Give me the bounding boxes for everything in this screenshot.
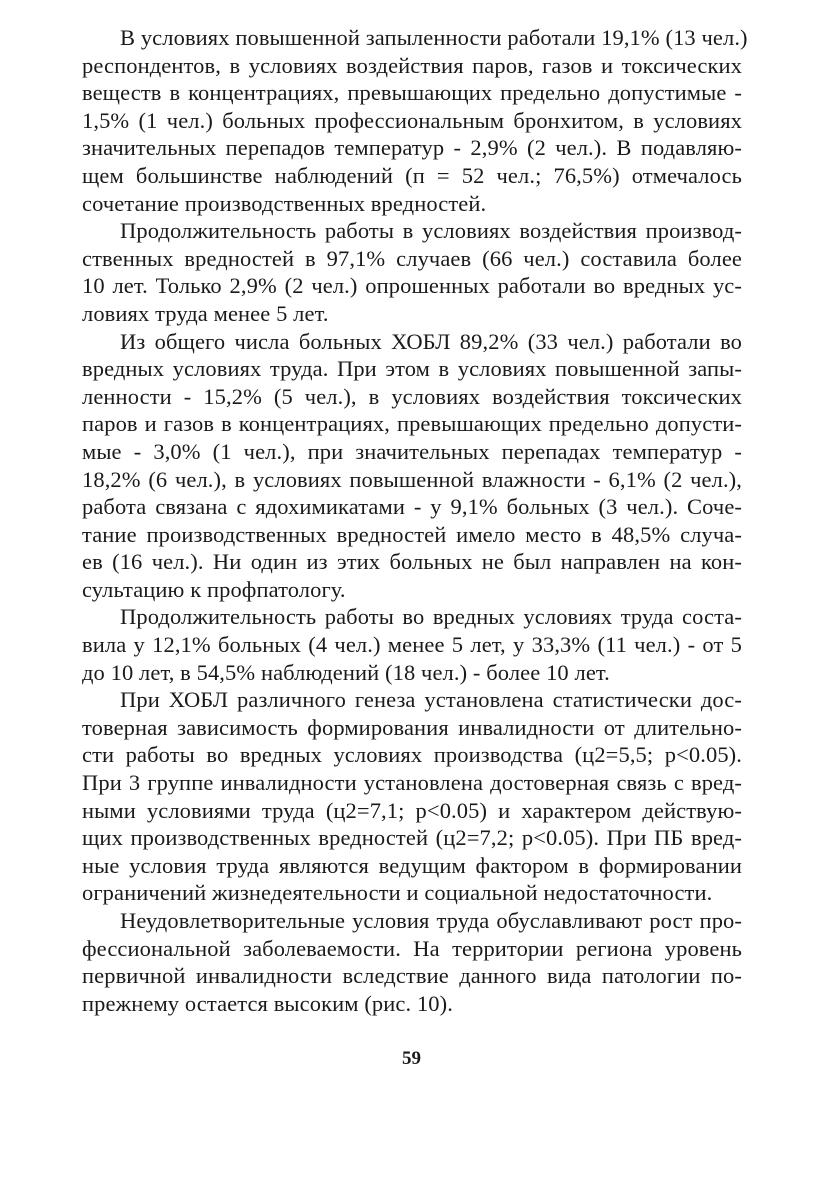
text-line: до 10 лет, в 54,5% наблюдений (18 чел.) - более 10 лет.	[82, 659, 610, 685]
text-line: 18,2% (6 чел.), в условиях повышенной влажности - 6,1% (2 чел.),	[82, 466, 742, 492]
text-line: респондентов, в условиях воздействия паров, газов и токсических	[82, 52, 742, 78]
text-line: ными условиями труда (ц2=7,1; р<0.05) и характером действую-	[82, 797, 742, 823]
text-line: вила у 12,1% больных (4 чел.) менее 5 лет, у 33,3% (11 чел.) - от 5	[82, 632, 742, 658]
text-line: вредных условиях труда. При этом в условиях повышенной запы-	[82, 356, 742, 382]
page-number: 59	[402, 1048, 421, 1069]
paragraph	[82, 907, 742, 1017]
text-line: Продолжительность работы во вредных условиях труда соста-	[120, 604, 742, 630]
text-line: мые - 3,0% (1 чел.), при значительных перепадах температур -	[82, 438, 742, 464]
text-line: ев (16 чел.). Ни один из этих больных не был направлен на кон-	[82, 549, 742, 575]
paragraph	[82, 328, 742, 604]
text-line: При ХОБЛ различного генеза установлена статистически дос-	[120, 687, 742, 713]
text-line: ленности - 15,2% (5 чел.), в условиях воздействия токсических	[82, 383, 742, 409]
body-text	[82, 24, 748, 1017]
text-line: щих производственных вредностей (ц2=7,2; р<0.05). При ПБ вред-	[82, 825, 742, 851]
text-line: сультацию к профпатологу.	[82, 576, 346, 602]
text-line: паров и газов в концентрациях, превышающих предельно допусти-	[82, 411, 742, 437]
paragraph	[82, 217, 742, 327]
text-line: тание производственных вредностей имело место в 48,5% случа-	[82, 521, 742, 547]
text-line: сти работы во вредных условиях производства (ц2=5,5; р<0.05).	[82, 742, 742, 768]
text-line: работа связана с ядохимикатами - у 9,1% больных (3 чел.). Соче-	[82, 494, 742, 520]
text-line: В условиях повышенной запыленности работали 19,1% (13 чел.)	[120, 25, 748, 50]
text-line: 1,5% (1 чел.) больных профессиональным бронхитом, в условиях	[82, 107, 742, 133]
paragraph	[82, 603, 742, 686]
text-line: ственных вредностей в 97,1% случаев (66 чел.) составила более	[82, 245, 742, 271]
text-line: щем большинстве наблюдений (п = 52 чел.; 76,5%) отмечалось	[82, 162, 742, 188]
text-line: 10 лет. Только 2,9% (2 чел.) опрошенных работали во вредных ус-	[82, 273, 742, 299]
text-line: прежнему остается высоким (рис. 10).	[82, 990, 453, 1016]
text-line: ограничений жизнедеятельности и социальной недостаточности.	[82, 880, 713, 906]
text-line: При 3 группе инвалидности установлена достоверная связь с вред-	[82, 770, 742, 796]
text-line: Из общего числа больных ХОБЛ 89,2% (33 чел.) работали во	[120, 328, 742, 354]
text-line: Продолжительность работы в условиях воздействия производ-	[120, 218, 742, 244]
text-line: ловиях труда менее 5 лет.	[82, 300, 329, 326]
text-line: сочетание производственных вредностей.	[82, 190, 487, 216]
text-line: первичной инвалидности вследствие данного вида патологии по-	[82, 963, 742, 989]
paragraph	[82, 24, 748, 217]
text-line: Неудовлетворительные условия труда обуславливают рост про-	[120, 908, 742, 933]
text-line: веществ в концентрациях, превышающих предельно допустимые -	[82, 80, 742, 106]
paragraph	[82, 686, 742, 907]
text-line: значительных перепадов температур - 2,9% (2 чел.). В подавляю-	[82, 135, 742, 161]
text-line: ные условия труда являются ведущим фактором в формировании	[82, 852, 742, 878]
text-line: товерная зависимость формирования инвалидности от длительно-	[82, 714, 742, 740]
text-line: фессиональной заболеваемости. На территории региона уровень	[82, 935, 742, 961]
